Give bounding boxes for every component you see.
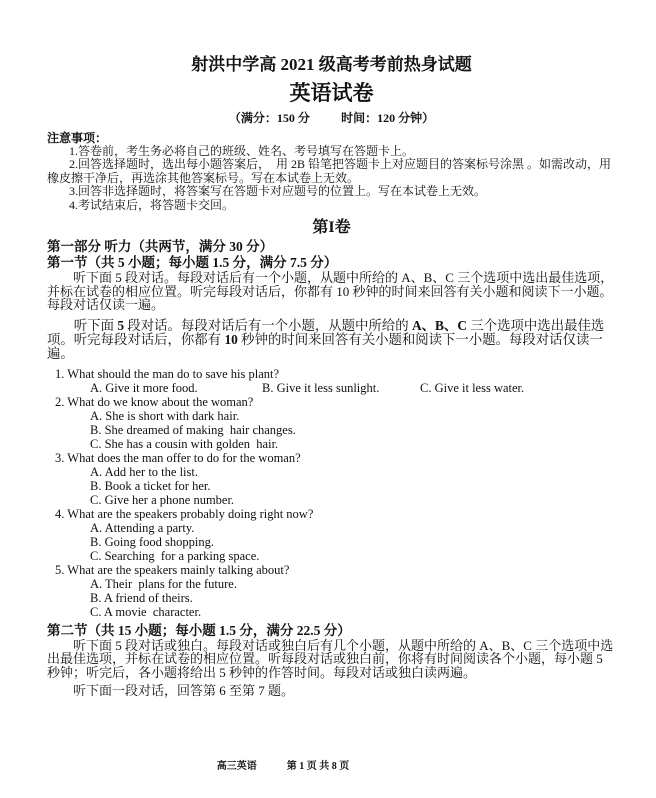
option-item: A. Attending a party. — [90, 520, 195, 535]
notice-item: 3.回答非选择题时，将答案写在答题卡对应题号的位置上。写在本试卷上无效。 — [69, 184, 487, 199]
page-footer — [0, 757, 656, 772]
question-text: 4. What are the speakers probably doing right now? — [55, 506, 314, 521]
option-item: C. Searching for a parking space. — [90, 548, 260, 563]
option-item: B. A friend of theirs. — [90, 590, 193, 605]
option-item: A. Their plans for the future. — [90, 576, 237, 591]
paper-title: 英语试卷 — [289, 81, 374, 105]
option-item: B. She dreamed of making hair changes. — [90, 422, 296, 437]
options — [47, 521, 616, 563]
full-score-label: （满分：150 分 — [228, 111, 310, 125]
section1-heading: 第一节（共 5 小题；每小题 1.5 分，满分 7.5 分） — [47, 255, 338, 271]
footer-page-number: 第 1 页 共 8 页 — [286, 761, 350, 772]
notice-item: 2.回答选择题时，选出每小题答案后， 用 2B 铅笔把答题卡上对应题目的答案标号涂黑 。如需改动，用橡皮擦干净后，再选涂其他答案标号。写在本试卷上无效。 — [47, 157, 612, 185]
options — [47, 465, 616, 507]
volume-heading: 第I卷 — [312, 219, 351, 237]
option-item: C. She has a cousin with golden hair. — [90, 436, 279, 451]
options — [47, 381, 616, 395]
intro-bold-segment: A、B、C — [411, 317, 467, 333]
notice-heading: 注意事项： — [47, 131, 108, 145]
option-item: B. Going food shopping. — [90, 534, 214, 549]
question-text: 3. What does the man offer to do for the woman? — [55, 450, 301, 465]
options — [47, 577, 616, 619]
notice-item: 1.答卷前，考生务必将自己的班级、姓名、考号填写在答题卡上。 — [69, 144, 415, 158]
question-text: 5. What are the speakers mainly talking about? — [55, 562, 290, 577]
question-item — [47, 507, 616, 563]
question-item — [47, 451, 616, 507]
part1-heading: 第一部分 听力（共两节，满分 30 分） — [47, 239, 274, 255]
option-item: B. Book a ticket for her. — [90, 478, 211, 493]
option-item: A. Give it more food. — [90, 380, 198, 395]
exam-duration-label: 时间：120 分钟） — [341, 111, 435, 125]
question-item — [47, 367, 616, 395]
option-item: B. Give it less sunlight. — [262, 380, 380, 395]
question-text: 2. What do we know about the woman? — [55, 394, 254, 409]
exam-title: 射洪中学高 2021 级高考考前热身试题 — [191, 55, 472, 74]
question-item — [47, 563, 616, 619]
option-item: A. She is short with dark hair. — [90, 408, 240, 423]
option-item: C. Give her a phone number. — [90, 492, 235, 507]
dialogue-prompt: 听下面一段对话，回答第 6 至第 7 题。 — [73, 682, 295, 698]
section2-heading: 第二节（共 15 小题；每小题 1.5 分，满分 22.5 分） — [47, 622, 351, 638]
notice-list — [47, 145, 616, 212]
question-text: 1. What should the man do to save his plant? — [55, 366, 280, 381]
intro-segment: 段对话。每段对话后有一个小题，从题中所给的 — [124, 317, 412, 333]
exam-meta — [47, 111, 616, 126]
section2-intro: 听下面 5 段对话或独白。每段对话或独白后有几个小题，从题中所给的 A、B、C 三个选项中选出最佳选项，并标在试卷的相应位置。听每段对话或独白前，你将有时间阅读各个小题，每小题 5 秒钟；听完后，各小题将给出 5 秒钟的作答时间。每段对话或独白读两遍。 — [47, 637, 614, 680]
question-list — [47, 367, 616, 619]
intro-bold-segment: 10 — [224, 331, 238, 347]
listening-intro-plain: 听下面 5 段对话。每段对话后有一个小题，从题中所给的 A、B、C 三个选项中选出最佳选项，并标在试卷的相应位置。听完每段对话后，你都有 10 秒钟的时间来回答有关小题和阅读下一小题。每段对话仅读一遍。 — [47, 270, 614, 313]
options — [47, 409, 616, 451]
listening-intro-emphasis — [47, 319, 616, 361]
intro-segment: 听下面 — [73, 317, 118, 333]
intro-bold-segment: 5 — [117, 317, 125, 333]
option-item: A. Add her to the list. — [90, 464, 198, 479]
notice-item: 4.考试结束后，将答题卡交回。 — [69, 197, 235, 212]
intro-segment: 三个选项中选出最佳选项。听完每段对话后，你都有 — [47, 317, 605, 347]
intro-segment: 秒钟的时间来回答有关小题和阅读下一小题。每段对话仅读一遍。 — [47, 331, 603, 361]
option-item: C. Give it less water. — [420, 380, 525, 395]
option-item: C. A movie character. — [90, 604, 202, 619]
question-item — [47, 395, 616, 451]
footer-subject: 高三英语 — [216, 761, 257, 772]
